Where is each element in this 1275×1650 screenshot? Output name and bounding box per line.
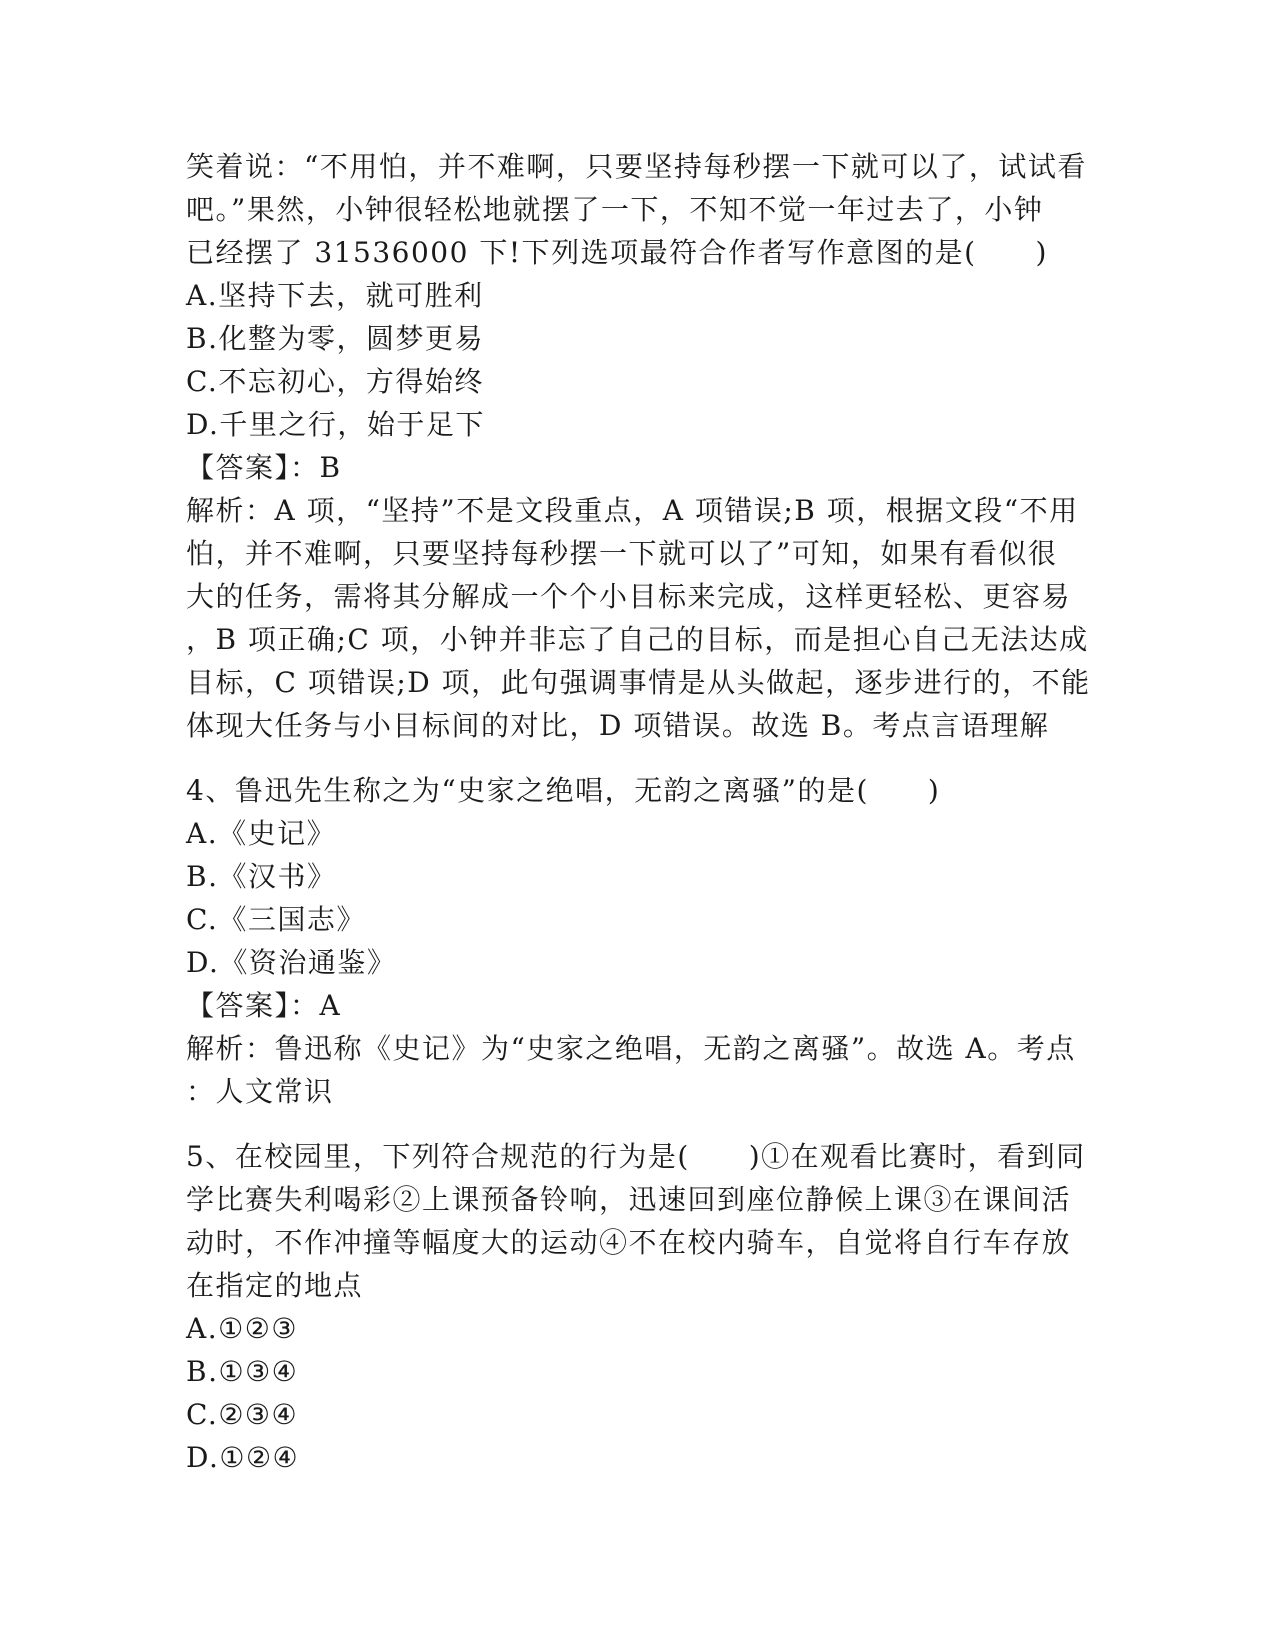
option-b: B.化整为零，圆梦更易 (186, 322, 484, 355)
question-stem-line: 笑着说：“不用怕，并不难啊，只要坚持每秒摆一下就可以了，试试看 (186, 150, 1087, 183)
analysis-line: 大的任务，需将其分解成一个个小目标来完成，这样更轻松、更容易 (186, 580, 1072, 613)
answer-line: 【答案】：B (186, 451, 342, 484)
question-stem-line: 在指定的地点 (186, 1269, 364, 1302)
question-stem-line: 4、鲁迅先生称之为“史家之绝唱，无韵之离骚”的是( ) (186, 774, 941, 807)
question-stem-line: 吧。”果然，小钟很轻松地就摆了一下，不知不觉一年过去了，小钟 (186, 193, 1044, 226)
option-a: A.①②③ (186, 1312, 298, 1345)
analysis-line: 解析：A 项，“坚持”不是文段重点，A 项错误;B 项，根据文段“不用 (186, 494, 1079, 527)
question-3-continued (186, 145, 1091, 747)
answer-line: 【答案】：A (186, 989, 342, 1022)
option-c: C.②③④ (186, 1398, 299, 1431)
option-c: C.不忘初心，方得始终 (186, 365, 484, 398)
option-b: B.①③④ (186, 1355, 299, 1388)
question-stem-line: 学比赛失利喝彩②上课预备铃响，迅速回到座位静候上课③在课间活 (186, 1183, 1072, 1216)
option-c: C.《三国志》 (186, 903, 366, 936)
question-stem-line: 已经摆了 31536000 下!下列选项最符合作者写作意图的是( ) (186, 236, 1048, 269)
analysis-line: 怕，并不难啊，只要坚持每秒摆一下就可以了”可知，如果有看似很 (186, 537, 1058, 570)
option-d: D.①②④ (186, 1441, 300, 1474)
analysis-line: ，B 项正确;C 项，小钟并非忘了自己的目标，而是担心自己无法达成 (186, 623, 1089, 656)
question-stem-line: 动时，不作冲撞等幅度大的运动④不在校内骑车，自觉将自行车存放 (186, 1226, 1072, 1259)
option-d: D.《资治通鉴》 (186, 946, 397, 979)
option-d: D.千里之行，始于足下 (186, 408, 485, 441)
analysis-line: 解析：鲁迅称《史记》为“史家之绝唱，无韵之离骚”。故选 A。考点 (186, 1032, 1076, 1065)
option-a: A.坚持下去，就可胜利 (186, 279, 484, 312)
document-page (186, 145, 1091, 1479)
analysis-line: 目标，C 项错误;D 项，此句强调事情是从头做起，逐步进行的，不能 (186, 666, 1091, 699)
option-a: A.《史记》 (186, 817, 337, 850)
question-stem-line: 5、在校园里，下列符合规范的行为是( )①在观看比赛时，看到同 (186, 1140, 1086, 1173)
analysis-line: 体现大任务与小目标间的对比，D 项错误。故选 B。考点言语理解 (186, 709, 1050, 742)
question-5 (186, 1135, 1086, 1479)
spacer (186, 1113, 1086, 1135)
analysis-line: ：人文常识 (186, 1075, 334, 1108)
question-4 (186, 769, 1086, 1113)
option-b: B.《汉书》 (186, 860, 337, 893)
spacer (186, 747, 1086, 769)
